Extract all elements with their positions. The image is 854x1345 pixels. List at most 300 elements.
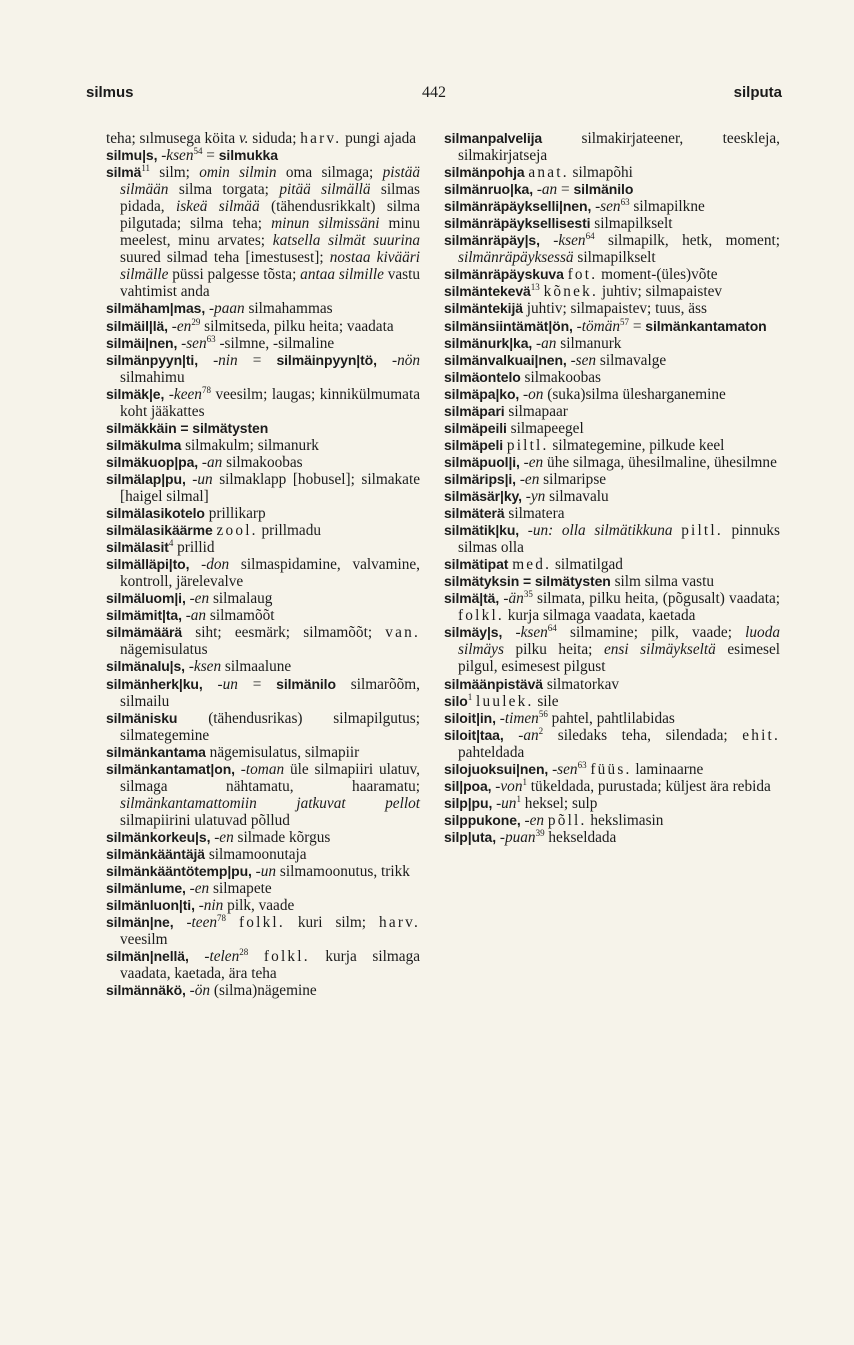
inflection-number: 1 bbox=[522, 776, 527, 787]
entry-text: silmapete bbox=[209, 880, 272, 898]
inflection-number: 28 bbox=[239, 947, 249, 958]
entry-headword: silmäntekijä bbox=[444, 300, 523, 317]
entry-italic-text: -teen bbox=[186, 914, 218, 932]
dictionary-entry bbox=[444, 471, 780, 488]
left-guide-word: silmus bbox=[86, 84, 134, 101]
entry-italic-text: -sen bbox=[181, 334, 207, 352]
entry-headword: silmäpari bbox=[444, 402, 505, 419]
dictionary-entry bbox=[106, 147, 420, 164]
entry-text: = bbox=[202, 147, 219, 165]
right-column bbox=[444, 130, 780, 846]
entry-italic-text: -nin bbox=[198, 897, 224, 915]
dictionary-entry bbox=[444, 795, 780, 812]
entry-text: silmapeegel bbox=[506, 419, 584, 437]
entry-headword: silojuoksui|nen, bbox=[444, 760, 549, 777]
entry-text bbox=[502, 624, 515, 641]
entry-label: folkl. bbox=[238, 914, 285, 932]
entry-text: silmahammas bbox=[244, 300, 333, 318]
dictionary-entry bbox=[106, 863, 420, 880]
entry-headword: silmänruo|ka, bbox=[444, 181, 533, 198]
dictionary-entry bbox=[106, 130, 420, 147]
entry-italic-text: -un bbox=[217, 675, 238, 693]
entry-headword: silmäil|lä, bbox=[106, 317, 168, 334]
entry-text: nägemisulatus, silmapiir bbox=[205, 743, 360, 761]
inflection-number: 78 bbox=[201, 384, 211, 395]
dictionary-entry bbox=[444, 710, 780, 727]
left-column bbox=[106, 130, 420, 999]
entry-text: silmakoobas bbox=[222, 453, 303, 471]
entry-label: fot. bbox=[567, 266, 598, 284]
entry-text: juhtiv; silmapaistev; tuus, äss bbox=[522, 300, 707, 318]
entry-headword: silmäinpyyn|tö, bbox=[276, 351, 377, 368]
entry-text: heksel; sulp bbox=[520, 794, 598, 812]
entry-headword: siloit|in, bbox=[444, 709, 496, 726]
entry-text: siht; eesmärk; silmamõõt; bbox=[182, 624, 386, 642]
inflection-number: 13 bbox=[530, 282, 540, 293]
dictionary-entry bbox=[444, 403, 780, 420]
entry-headword: silmänkantama bbox=[106, 743, 206, 760]
dictionary-entry bbox=[106, 454, 420, 471]
entry-headword: silmän|ne, bbox=[106, 914, 174, 931]
inflection-number: 11 bbox=[141, 163, 150, 174]
entry-text: püssi palgesse tõsta; bbox=[168, 266, 301, 284]
entry-text: silmakirjateener, teeskleja, silmakirjatseja bbox=[458, 130, 780, 165]
entry-text: silma torgata; bbox=[168, 181, 280, 199]
entry-headword: silmänkääntäjä bbox=[106, 845, 205, 862]
dictionary-entry bbox=[444, 778, 780, 795]
entry-text: moment-(üles)võte bbox=[597, 266, 718, 284]
entry-italic-text: -an bbox=[201, 453, 223, 471]
entry-italic-text: -yn bbox=[525, 487, 546, 505]
dictionary-entry bbox=[444, 590, 780, 624]
entry-text: (tähendusrikas) silmapilgutus; silmategemine bbox=[120, 709, 420, 744]
entry-text: silmaripse bbox=[539, 470, 607, 488]
dictionary-entry bbox=[444, 181, 780, 198]
entry-headword: silmanpalvelija bbox=[444, 130, 543, 146]
entry-text: silmavalge bbox=[596, 351, 667, 369]
entry-text: kuri silm; bbox=[284, 914, 379, 932]
entry-text: silmatera bbox=[504, 505, 565, 523]
entry-text: silmitseda, pilku heita; vaadata bbox=[200, 317, 394, 335]
entry-italic-text: -en bbox=[189, 880, 210, 898]
entry-headword: silppukone, bbox=[444, 811, 521, 828]
inflection-number: 39 bbox=[535, 827, 545, 838]
entry-headword: silp|uta, bbox=[444, 828, 497, 845]
entry-text bbox=[189, 948, 205, 965]
entry-headword: silmänkääntötemp|pu, bbox=[106, 863, 252, 880]
dictionary-entry bbox=[106, 352, 420, 386]
entry-italic-text: -tömän bbox=[576, 317, 620, 335]
dictionary-entry bbox=[106, 982, 420, 999]
dictionary-entry bbox=[444, 522, 780, 556]
entry-text bbox=[504, 727, 519, 744]
entry-text: silmamõõt bbox=[206, 607, 275, 625]
entry-text: prillmadu bbox=[257, 522, 322, 540]
dictionary-entry bbox=[444, 624, 780, 675]
entry-label: harv. bbox=[300, 130, 342, 147]
dictionary-entry bbox=[444, 266, 780, 283]
entry-italic-text: -an bbox=[185, 607, 207, 625]
entry-headword: silmälasit bbox=[106, 539, 169, 556]
entry-headword: silmälläpi|to, bbox=[106, 556, 190, 573]
entry-text: (tähendusrikkalt) silma pilgutada; silma teha; bbox=[120, 198, 420, 233]
entry-headword: silmä bbox=[106, 164, 142, 181]
inflection-number: 78 bbox=[217, 913, 227, 924]
entry-label: anat. bbox=[528, 164, 569, 182]
entry-italic-text: -paan bbox=[208, 300, 245, 318]
entry-italic-text: -un bbox=[496, 794, 517, 812]
entry-label: ehit. bbox=[742, 726, 780, 744]
dictionary-entry bbox=[106, 761, 420, 829]
entry-italic-text: nostaa kivääri silmälle bbox=[120, 249, 420, 284]
entry-headword: silmäy|s, bbox=[444, 624, 503, 641]
entry-text: kurja silmaga vaadata, kaetada bbox=[503, 607, 696, 625]
entry-text: juhtiv; silmapaistev bbox=[598, 283, 723, 301]
dictionary-entry bbox=[444, 283, 780, 300]
entry-text: minu meelest, minu arvates; bbox=[120, 215, 421, 250]
entry-text: nägemisulatus bbox=[120, 641, 208, 659]
entry-text: silmapaar bbox=[504, 402, 568, 420]
entry-text: silmaalune bbox=[221, 658, 292, 676]
dictionary-entry bbox=[106, 386, 420, 420]
entry-headword: silmätik|ku, bbox=[444, 522, 520, 539]
entry-italic-text: minun silmissäni bbox=[271, 215, 380, 233]
entry-text: teha; sılmusega köita bbox=[106, 130, 239, 147]
entry-italic-text: -en bbox=[171, 317, 192, 335]
dictionary-entry bbox=[444, 335, 780, 352]
entry-text: silmahimu bbox=[120, 368, 185, 386]
page-number: 442 bbox=[422, 84, 446, 101]
inflection-number: 35 bbox=[523, 589, 533, 600]
entry-text: silmanurk bbox=[556, 334, 622, 352]
dictionary-entry bbox=[444, 198, 780, 215]
entry-headword: silmänluon|ti, bbox=[106, 897, 195, 914]
entry-italic-text: -von bbox=[495, 777, 523, 795]
entry-text: pahtel, pahtlilabidas bbox=[547, 709, 675, 727]
entry-text: tükeldada, purustada; küljest ära rebida bbox=[526, 777, 771, 795]
dictionary-entry bbox=[106, 658, 420, 675]
entry-italic-text: -ön bbox=[189, 982, 211, 1000]
entry-text: silmas pidada, bbox=[120, 181, 420, 216]
entry-label: piltl. bbox=[506, 436, 549, 454]
entry-text: (suka)silma ülesharganemine bbox=[543, 385, 726, 403]
entry-italic-text: -on bbox=[523, 385, 544, 403]
entry-text bbox=[174, 914, 187, 931]
entry-headword: silmänpohja bbox=[444, 164, 525, 181]
dictionary-entry bbox=[106, 335, 420, 352]
entry-text: silmata, pilku heita, (põgusalt) vaadata; bbox=[532, 590, 780, 608]
entry-headword: silmälasikotelo bbox=[106, 505, 205, 522]
entry-italic-text: olla silmätikkuna bbox=[561, 522, 673, 540]
inflection-number: 64 bbox=[547, 623, 557, 634]
entry-headword: silmäkuop|pa, bbox=[106, 453, 199, 470]
entry-headword: silmäterä bbox=[444, 505, 505, 522]
inflection-number: 63 bbox=[206, 333, 216, 344]
entry-headword: silmäänpistävä bbox=[444, 675, 543, 692]
dictionary-entry bbox=[106, 164, 420, 300]
entry-italic-text: -don bbox=[201, 556, 230, 574]
entry-italic-text: pitää silmällä bbox=[279, 181, 371, 199]
entry-italic-text: -an bbox=[536, 181, 558, 199]
entry-text: silm silma vastu bbox=[610, 573, 715, 591]
entry-label: harv. bbox=[379, 914, 421, 932]
entry-italic-text: iskeä silmää bbox=[175, 198, 260, 216]
entry-headword: silmäntekevä bbox=[444, 283, 531, 300]
dictionary-entry bbox=[106, 556, 420, 590]
dictionary-entry bbox=[444, 318, 780, 335]
entry-headword: silmäham|mas, bbox=[106, 300, 206, 317]
entry-headword: silp|pu, bbox=[444, 794, 493, 811]
entry-text: (silma)nägemine bbox=[210, 982, 317, 1000]
entry-text: silmapilk, hetk, moment; bbox=[594, 232, 780, 250]
entry-italic-text: -en bbox=[519, 470, 540, 488]
entry-italic-text: -ksen bbox=[553, 232, 586, 250]
inflection-number: 1 bbox=[467, 691, 473, 702]
entry-text: = bbox=[237, 351, 277, 369]
entry-text: prillid bbox=[173, 539, 215, 557]
entry-italic-text: -än bbox=[503, 590, 524, 608]
entry-text: silmategemine, pilkude keel bbox=[548, 436, 725, 454]
entry-italic-text: silmänräpäyksessä bbox=[458, 249, 574, 267]
entry-text: laminaarne bbox=[631, 760, 704, 778]
entry-italic-text: antaa silmille bbox=[300, 266, 384, 284]
dictionary-entry bbox=[444, 232, 780, 266]
entry-italic-text: -an bbox=[518, 726, 539, 744]
entry-italic-text: ensi silmäykseltä bbox=[603, 641, 716, 659]
entry-text: silmakulm; silmanurk bbox=[181, 436, 319, 454]
entry-headword: silmätipat bbox=[444, 556, 509, 573]
entry-headword: silmäpeli bbox=[444, 436, 504, 453]
entry-text: pahteldada bbox=[458, 743, 525, 761]
entry-text: silmade kõrgus bbox=[233, 828, 331, 846]
entry-headword: silmänvalkuai|nen, bbox=[444, 351, 567, 368]
entry-text: veesilm bbox=[120, 931, 168, 949]
entry-headword: silmänräpäykselli|nen, bbox=[444, 198, 592, 215]
entry-headword: silmä|tä, bbox=[444, 590, 500, 607]
entry-headword: sil|poa, bbox=[444, 777, 492, 794]
entry-italic-text: -keen bbox=[168, 385, 202, 403]
dictionary-entry bbox=[106, 880, 420, 897]
entry-italic-text: -ksen bbox=[161, 147, 194, 165]
dictionary-entry bbox=[106, 318, 420, 335]
entry-headword: silmänsiintämät|ön, bbox=[444, 317, 573, 334]
entry-italic-text: -puan bbox=[499, 828, 536, 846]
dictionary-entry bbox=[106, 829, 420, 846]
inflection-number: 63 bbox=[620, 197, 630, 208]
entry-text: silmapilkselt bbox=[590, 215, 673, 233]
entry-headword: silmänilo bbox=[573, 181, 634, 198]
entry-text bbox=[226, 914, 239, 931]
inflection-number: 63 bbox=[577, 759, 587, 770]
entry-text: pinnuks silmas olla bbox=[458, 522, 780, 557]
entry-headword: silmäk|e, bbox=[106, 385, 165, 402]
entry-text bbox=[553, 522, 562, 539]
entry-text: üle silmapiiri ulatuv, silmaga nähtamatu, haaramatu; bbox=[120, 760, 421, 795]
dictionary-entry bbox=[444, 488, 780, 505]
entry-italic-text: -sen bbox=[570, 351, 597, 369]
entry-headword: silmämit|ta, bbox=[106, 607, 182, 624]
entry-text: silmavalu bbox=[545, 487, 609, 505]
dictionary-entry bbox=[106, 539, 420, 556]
entry-label: zool. bbox=[216, 522, 258, 540]
dictionary-entry bbox=[444, 505, 780, 522]
dictionary-entry bbox=[106, 914, 420, 948]
entry-text bbox=[198, 352, 213, 369]
dictionary-entry bbox=[444, 573, 780, 590]
entry-text: silmaklapp [hobusel]; silmakate [haigel silmal] bbox=[120, 470, 420, 505]
entry-italic-text: -an bbox=[536, 334, 557, 352]
entry-text: silmalaug bbox=[209, 590, 273, 608]
entry-label: füüs. bbox=[590, 760, 632, 778]
entry-text: prillikarp bbox=[204, 505, 266, 523]
dictionary-entry bbox=[106, 437, 420, 454]
dictionary-entry bbox=[106, 710, 420, 744]
entry-text: silm; bbox=[149, 164, 200, 182]
dictionary-entry bbox=[444, 420, 780, 437]
entry-label: med. bbox=[512, 556, 552, 574]
entry-text: veesilm; laugas; kinnikülmumata koht jääkattes bbox=[120, 385, 420, 420]
entry-headword: silmänisku bbox=[106, 709, 178, 726]
entry-headword: silmän|nellä, bbox=[106, 948, 189, 965]
entry-headword: silmäkkäin = silmätysten bbox=[106, 419, 269, 436]
entry-text: silmatorkav bbox=[543, 675, 620, 693]
entry-headword: silmäsär|ky, bbox=[444, 487, 522, 504]
dictionary-entry bbox=[106, 607, 420, 624]
dictionary-entry bbox=[106, 676, 420, 710]
entry-italic-text: -un: bbox=[527, 522, 554, 540]
entry-text: suured silmad teha [imestusest]; bbox=[120, 249, 330, 267]
dictionary-entry bbox=[444, 454, 780, 471]
dictionary-entry bbox=[106, 590, 420, 607]
entry-headword: silmäkulma bbox=[106, 436, 182, 453]
inflection-number: 4 bbox=[168, 538, 174, 549]
entry-headword: silmämäärä bbox=[106, 624, 183, 641]
entry-text bbox=[248, 948, 264, 965]
entry-headword: silmänpyyn|ti, bbox=[106, 351, 198, 368]
entry-text: silmapilkselt bbox=[573, 249, 656, 267]
entry-label: van. bbox=[385, 624, 420, 642]
entry-text: sile bbox=[533, 692, 559, 710]
entry-text: silmapõhi bbox=[568, 164, 633, 182]
dictionary-entry bbox=[444, 556, 780, 573]
entry-label: põll. bbox=[547, 811, 587, 829]
entry-italic-text: -sen bbox=[552, 760, 578, 778]
entry-label: folkl. bbox=[263, 948, 310, 966]
entry-headword: silmänräpäy|s, bbox=[444, 232, 540, 249]
entry-italic-text: luoda silmäys bbox=[458, 624, 780, 659]
entry-headword: silmätyksin = silmätysten bbox=[444, 573, 611, 590]
entry-headword: silo bbox=[444, 692, 468, 709]
dictionary-entry bbox=[444, 164, 780, 181]
dictionary-entry bbox=[106, 624, 420, 658]
entry-italic-text: -ksen bbox=[188, 658, 222, 676]
inflection-number: 29 bbox=[191, 316, 201, 327]
dictionary-entry bbox=[444, 676, 780, 693]
entry-italic-text: -un bbox=[255, 863, 277, 881]
dictionary-entry bbox=[444, 130, 780, 164]
entry-label: kõnek. bbox=[543, 283, 598, 301]
entry-label: piltl. bbox=[681, 522, 723, 540]
entry-headword: silmäluom|i, bbox=[106, 590, 186, 607]
dictionary-entry bbox=[106, 948, 420, 982]
entry-text: siduda; bbox=[248, 130, 301, 147]
inflection-number: 57 bbox=[620, 316, 629, 327]
entry-headword: silmäpa|ko, bbox=[444, 385, 520, 402]
entry-text: hekseldada bbox=[544, 828, 617, 846]
entry-headword: silmänilo bbox=[276, 675, 336, 692]
dictionary-entry bbox=[444, 300, 780, 317]
entry-headword: silmännäkö, bbox=[106, 982, 186, 999]
page-header bbox=[86, 84, 782, 108]
entry-text: silmamoonutus, trikk bbox=[276, 863, 410, 881]
entry-italic-text: -sen bbox=[595, 198, 621, 216]
entry-text: pungi ajada bbox=[341, 130, 417, 147]
entry-text: silmarõõm, silmailu bbox=[120, 675, 420, 710]
entry-italic-text: -ksen bbox=[515, 624, 548, 642]
inflection-number: 54 bbox=[193, 146, 203, 157]
entry-text: siledaks teha, silendada; bbox=[543, 726, 743, 744]
entry-headword: silmukka bbox=[218, 147, 278, 164]
entry-italic-text: -en bbox=[189, 590, 210, 608]
dictionary-entry bbox=[444, 829, 780, 846]
dictionary-entry bbox=[444, 386, 780, 403]
dictionary-entry bbox=[106, 897, 420, 914]
entry-text: silmapiirini ulatuvad põllud bbox=[120, 811, 290, 829]
inflection-number: 1 bbox=[516, 793, 521, 804]
entry-italic-text: -nön bbox=[391, 351, 421, 369]
dictionary-entry bbox=[444, 437, 780, 454]
entry-text: oma silmaga; bbox=[276, 164, 383, 182]
entry-headword: silmänherk|ku, bbox=[106, 675, 203, 692]
entry-headword: silmu|s, bbox=[106, 147, 158, 164]
entry-label: luulek. bbox=[476, 692, 534, 710]
entry-text: ühe silmaga, ühesilmaline, ühesilmne bbox=[543, 453, 777, 471]
entry-text bbox=[377, 352, 392, 369]
entry-headword: silmäi|nen, bbox=[106, 334, 178, 351]
entry-text bbox=[519, 522, 528, 539]
entry-italic-text: -en bbox=[214, 828, 234, 846]
entry-text bbox=[673, 522, 682, 539]
entry-text: hekslimasin bbox=[586, 811, 664, 829]
entry-headword: silmänurk|ka, bbox=[444, 334, 533, 351]
entry-italic-text: pistää silmään bbox=[120, 164, 421, 199]
dictionary-entry bbox=[444, 761, 780, 778]
entry-headword: siloit|taa, bbox=[444, 726, 504, 743]
entry-text: esimesel pilgul, esimesest pilgust bbox=[458, 641, 780, 676]
entry-headword: silmärips|i, bbox=[444, 470, 516, 487]
entry-headword: silmäpuol|i, bbox=[444, 453, 520, 470]
entry-text: silmatilgad bbox=[551, 556, 623, 574]
entry-text: pilku heita; bbox=[503, 641, 604, 659]
entry-text: silmakoobas bbox=[520, 368, 602, 386]
dictionary-entry bbox=[106, 505, 420, 522]
entry-text: silmaspidamine, valvamine, kontroll, järelevalve bbox=[120, 556, 420, 591]
dictionary-entry bbox=[444, 727, 780, 761]
entry-headword: silmäontelo bbox=[444, 368, 521, 385]
dictionary-entry bbox=[106, 522, 420, 539]
entry-headword: silmänkorkeu|s, bbox=[106, 828, 211, 845]
entry-headword: silmälap|pu, bbox=[106, 470, 186, 487]
entry-headword: silmänalu|s, bbox=[106, 658, 185, 675]
entry-text: = bbox=[629, 317, 646, 335]
entry-italic-text: omin silmin bbox=[199, 164, 277, 182]
entry-text bbox=[203, 676, 218, 693]
dictionary-entry bbox=[106, 471, 420, 505]
entry-headword: silmänräpäyksellisesti bbox=[444, 215, 591, 232]
entry-italic-text: -toman bbox=[240, 760, 285, 778]
entry-italic-text: -un bbox=[192, 470, 213, 488]
inflection-number: 56 bbox=[538, 708, 548, 719]
